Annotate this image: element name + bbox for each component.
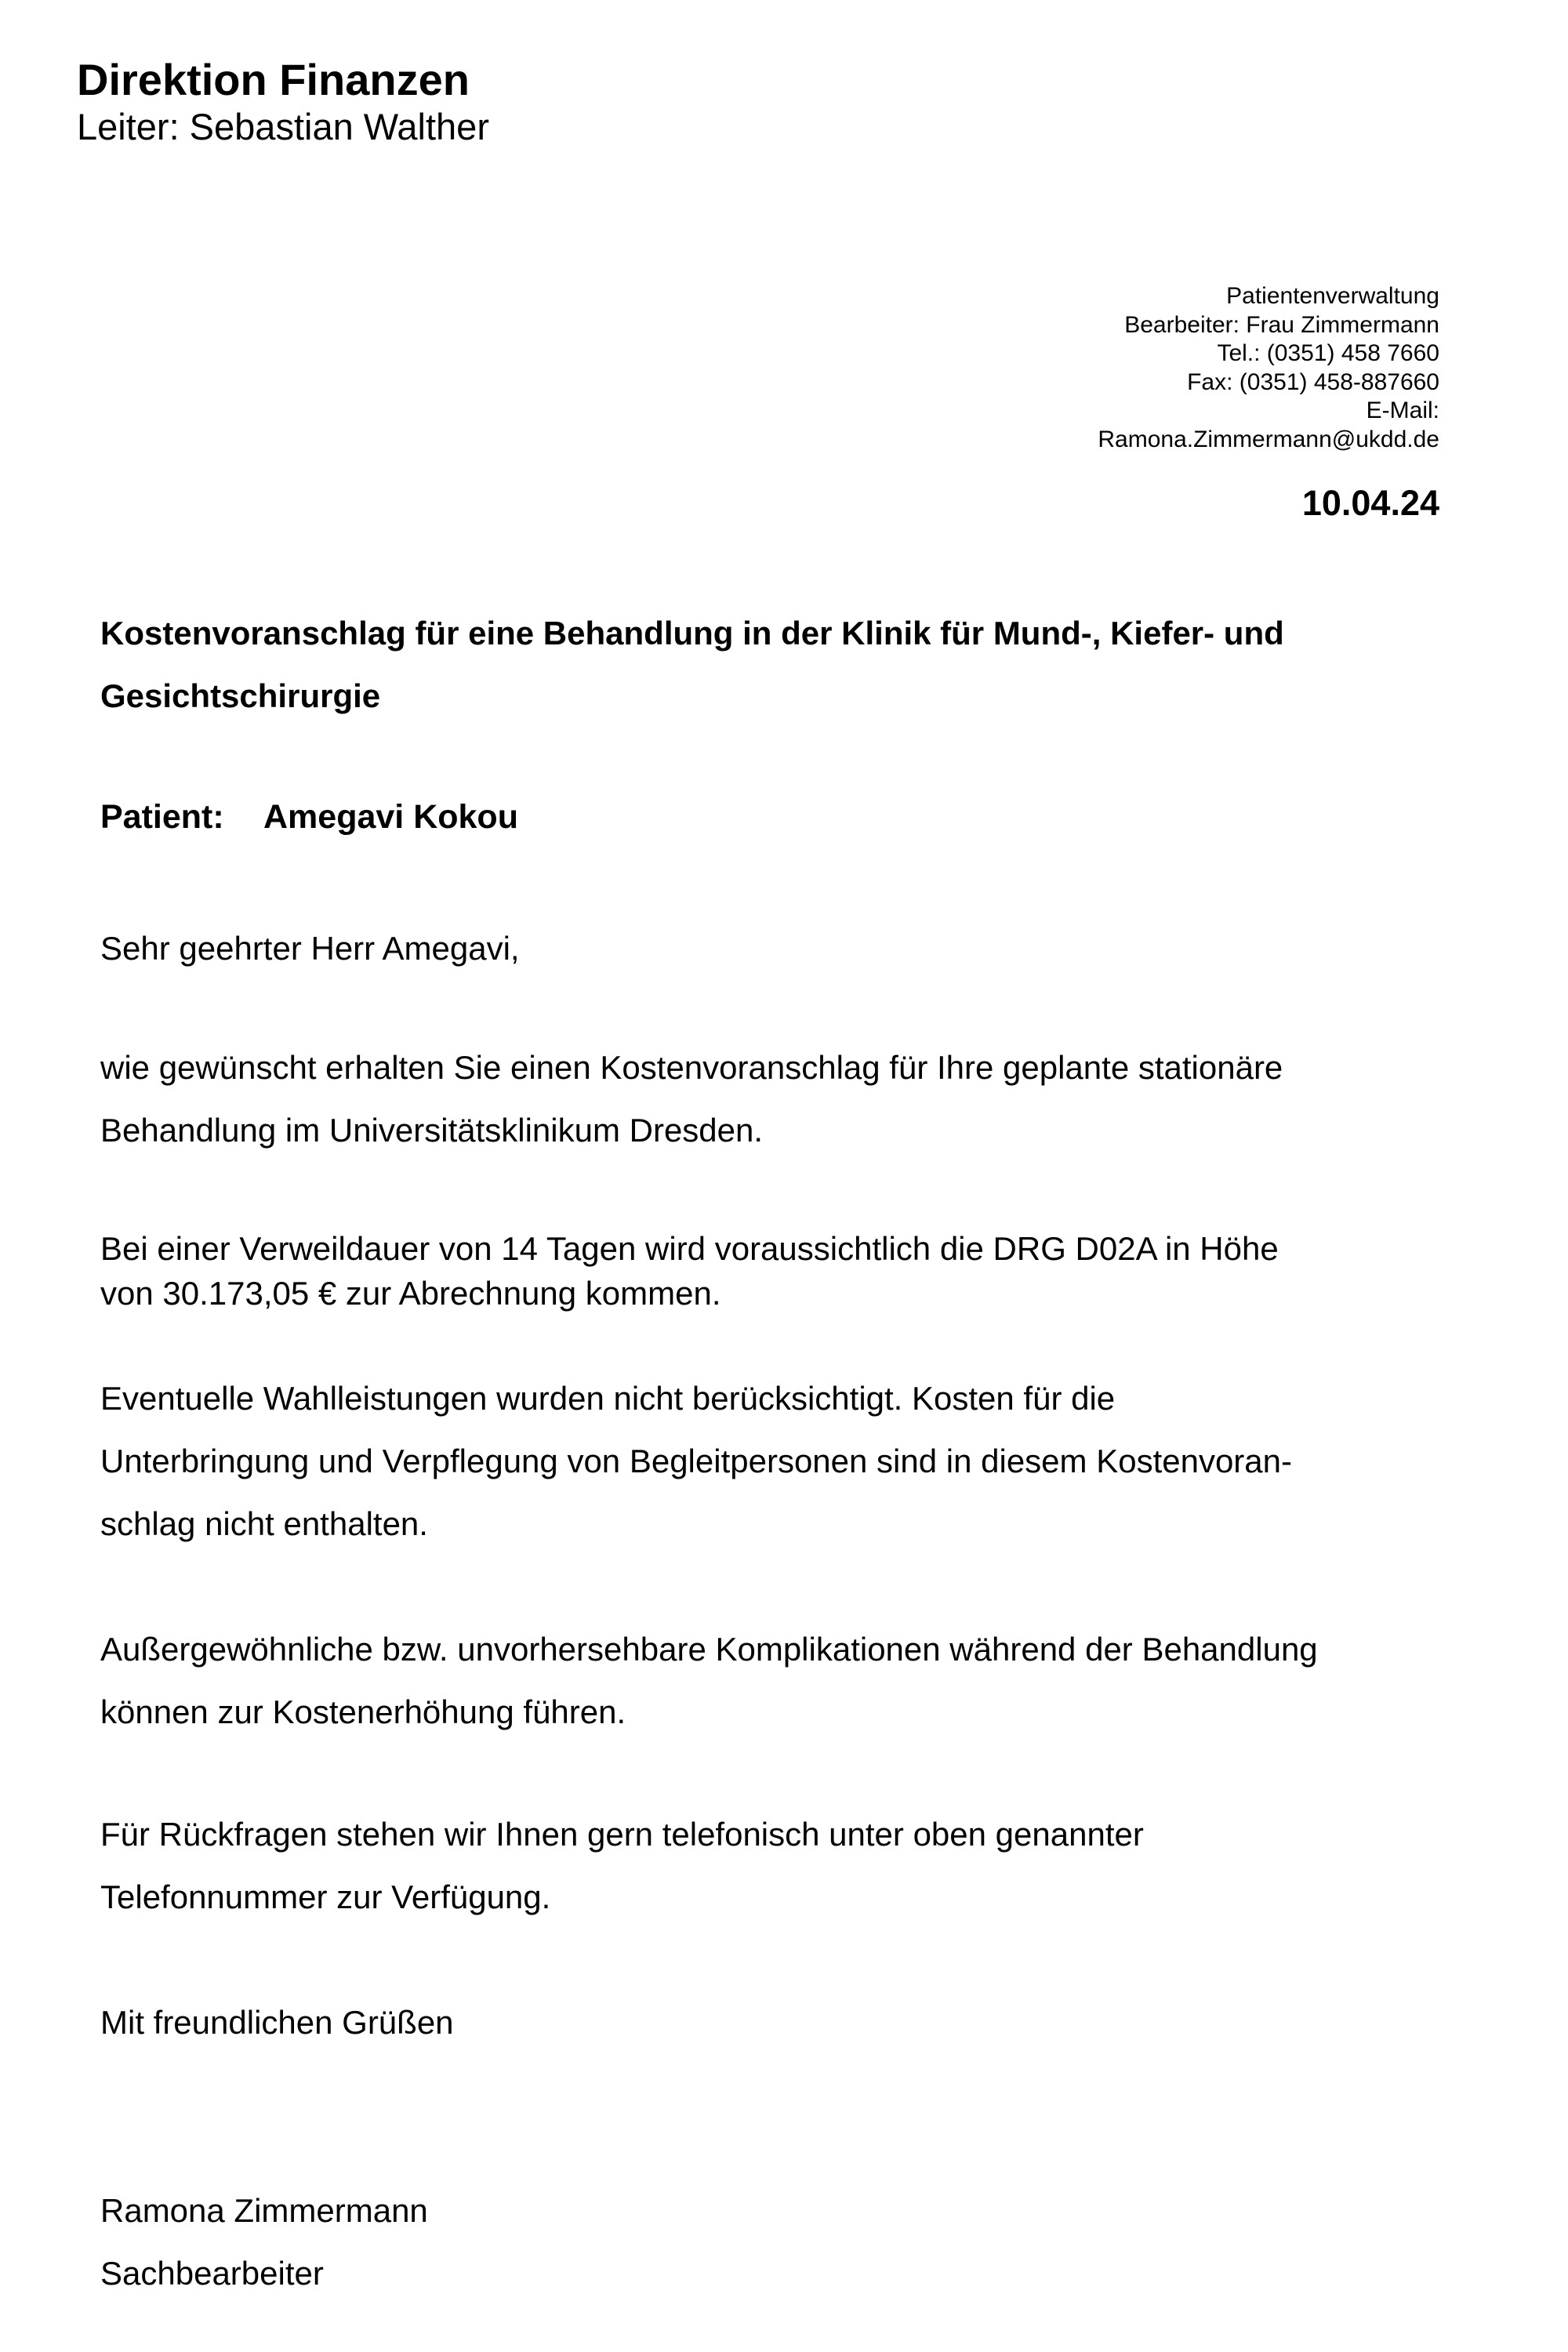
salutation: Sehr geehrter Herr Amegavi,: [100, 930, 520, 967]
paragraph-line: wie gewünscht erhalten Sie einen Kostenvoranschlag für Ihre geplante stationäre: [100, 1049, 1283, 1086]
subject-line: Gesichtschirurgie: [100, 677, 381, 714]
paragraph: [100, 1803, 1144, 1929]
paragraph-line: Behandlung im Universitätsklinikum Dresden.: [100, 1112, 764, 1149]
paragraph: [100, 1036, 1283, 1162]
paragraph-line: Außergewöhnliche bzw. unvorhersehbare Komplikationen während der Behandlung: [100, 1631, 1318, 1668]
paragraph-line: Bei einer Verweildauer von 14 Tagen wird voraussichtlich die DRG D02A in Höhe: [100, 1230, 1279, 1267]
paragraph-line: Eventuelle Wahlleistungen wurden nicht berücksichtigt. Kosten für die: [100, 1380, 1116, 1417]
sender-phone: Tel.: (0351) 458 7660: [1217, 340, 1439, 367]
sender-email: Ramona.Zimmermann@ukdd.de: [1098, 426, 1439, 452]
paragraph: [100, 1618, 1318, 1744]
signer-role: Sachbearbeiter: [100, 2255, 324, 2292]
sender-email-label: E-Mail:: [1366, 397, 1439, 424]
sender-office: Patientenverwaltung: [1226, 283, 1439, 309]
closing-formula: Mit freundlichen Grüßen: [100, 2004, 454, 2041]
paragraph-line: Unterbringung und Verpflegung von Begleitpersonen sind in diesem Kostenvoran-: [100, 1443, 1292, 1479]
letter-subject: [100, 602, 1284, 728]
signer-name: Ramona Zimmermann: [100, 2192, 428, 2229]
paragraph-line: Telefonnummer zur Verfügung.: [100, 1878, 551, 1915]
department-leader: Leiter: Sebastian Walther: [77, 106, 489, 147]
paragraph: [100, 1226, 1279, 1316]
letter-date: 10.04.24: [1301, 483, 1439, 523]
paragraph-line: schlag nicht enthalten.: [100, 1505, 428, 1542]
sender-fax: Fax: (0351) 458-887660: [1187, 368, 1439, 395]
department-title: Direktion Finanzen: [77, 55, 470, 104]
patient-label: Patient:: [100, 798, 224, 836]
patient-line: [100, 793, 518, 840]
sender-contact-block: [1098, 282, 1439, 455]
patient-name: Amegavi Kokou: [263, 798, 518, 836]
paragraph-line: Für Rückfragen stehen wir Ihnen gern telefonisch unter oben genannter: [100, 1816, 1144, 1853]
sender-clerk: Bearbeiter: Frau Zimmermann: [1124, 311, 1439, 338]
paragraph-line: können zur Kostenerhöhung führen.: [100, 1693, 626, 1730]
paragraph: [100, 1367, 1292, 1555]
subject-line: Kostenvoranschlag für eine Behandlung in der Klinik für Mund-, Kiefer- und: [100, 615, 1284, 652]
paragraph-line: von 30.173,05 € zur Abrechnung kommen.: [100, 1275, 721, 1312]
